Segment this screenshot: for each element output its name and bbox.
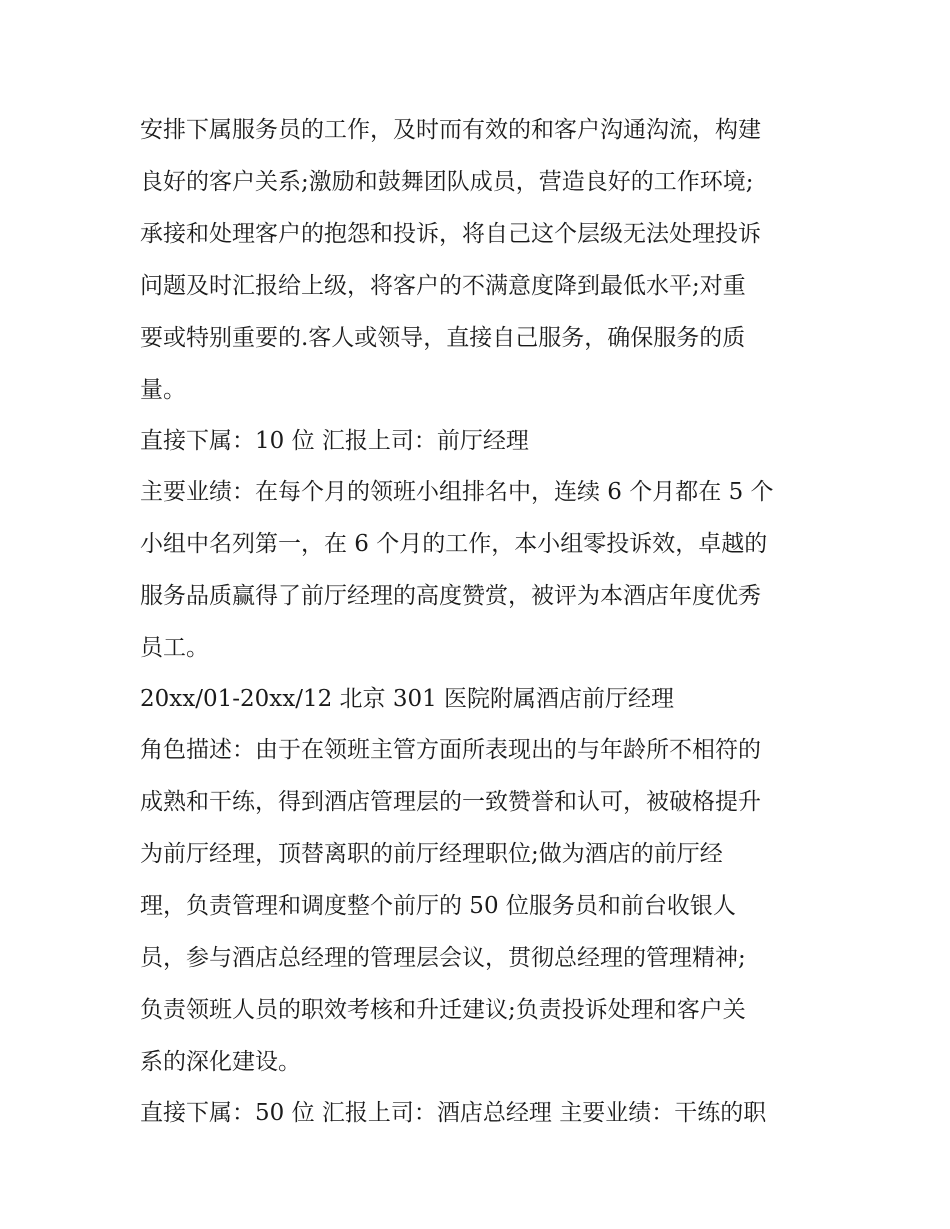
text-line: 主要业绩：在每个月的领班小组排名中，连续 6 个月都在 5 个 [140,479,774,505]
text-line: 角色描述：由于在领班主管方面所表现出的与年龄所不相符的 [140,737,761,763]
text-line: 小组中名列第一，在 6 个月的工作，本小组零投诉效，卓越的 [140,531,768,557]
text-line: 员工。 [140,635,209,661]
reporting-line-2: 直接下属：50 位 汇报上司：酒店总经理 主要业绩：干练的职 [140,1100,767,1126]
text-line: 量。 [140,377,186,403]
job-period-heading: 20xx/01-20xx/12 北京 301 医院附属酒店前厅经理 [140,686,675,712]
text-line: 理，负责管理和调度整个前厅的 50 位服务员和前台收银人 [140,893,736,919]
text-line: 员，参与酒店总经理的管理层会议，贯彻总经理的管理精神; [140,945,746,971]
paragraph-achievements-1 [140,470,820,677]
text-line: 服务品质赢得了前厅经理的高度赞赏，被评为本酒店年度优秀 [140,583,761,609]
text-line: 良好的客户关系;激励和鼓舞团队成员，营造良好的工作环境; [140,169,754,195]
text-line: 系的深化建设。 [140,1049,301,1075]
paragraph-role-description [140,728,820,1091]
paragraph-job-duties [140,108,820,419]
text-line: 要或特别重要的.客人或领导，直接自己服务，确保服务的质 [140,325,746,351]
text-line: 负责领班人员的职效考核和升迁建议;负责投诉处理和客户关 [140,997,746,1023]
text-line: 安排下属服务员的工作，及时而有效的和客户沟通沟流，构建 [140,117,761,143]
text-line: 为前厅经理，顶替离职的前厅经理职位;做为酒店的前厅经 [140,841,723,867]
reporting-line-1: 直接下属：10 位 汇报上司：前厅经理 [140,428,529,454]
text-line: 问题及时汇报给上级，将客户的不满意度降到最低水平;对重 [140,273,746,299]
text-line: 承接和处理客户的抱怨和投诉，将自己这个层级无法处理投诉 [140,221,761,247]
text-line: 成熟和干练，得到酒店管理层的一致赞誉和认可，被破格提升 [140,789,761,815]
document-body [140,108,820,1142]
